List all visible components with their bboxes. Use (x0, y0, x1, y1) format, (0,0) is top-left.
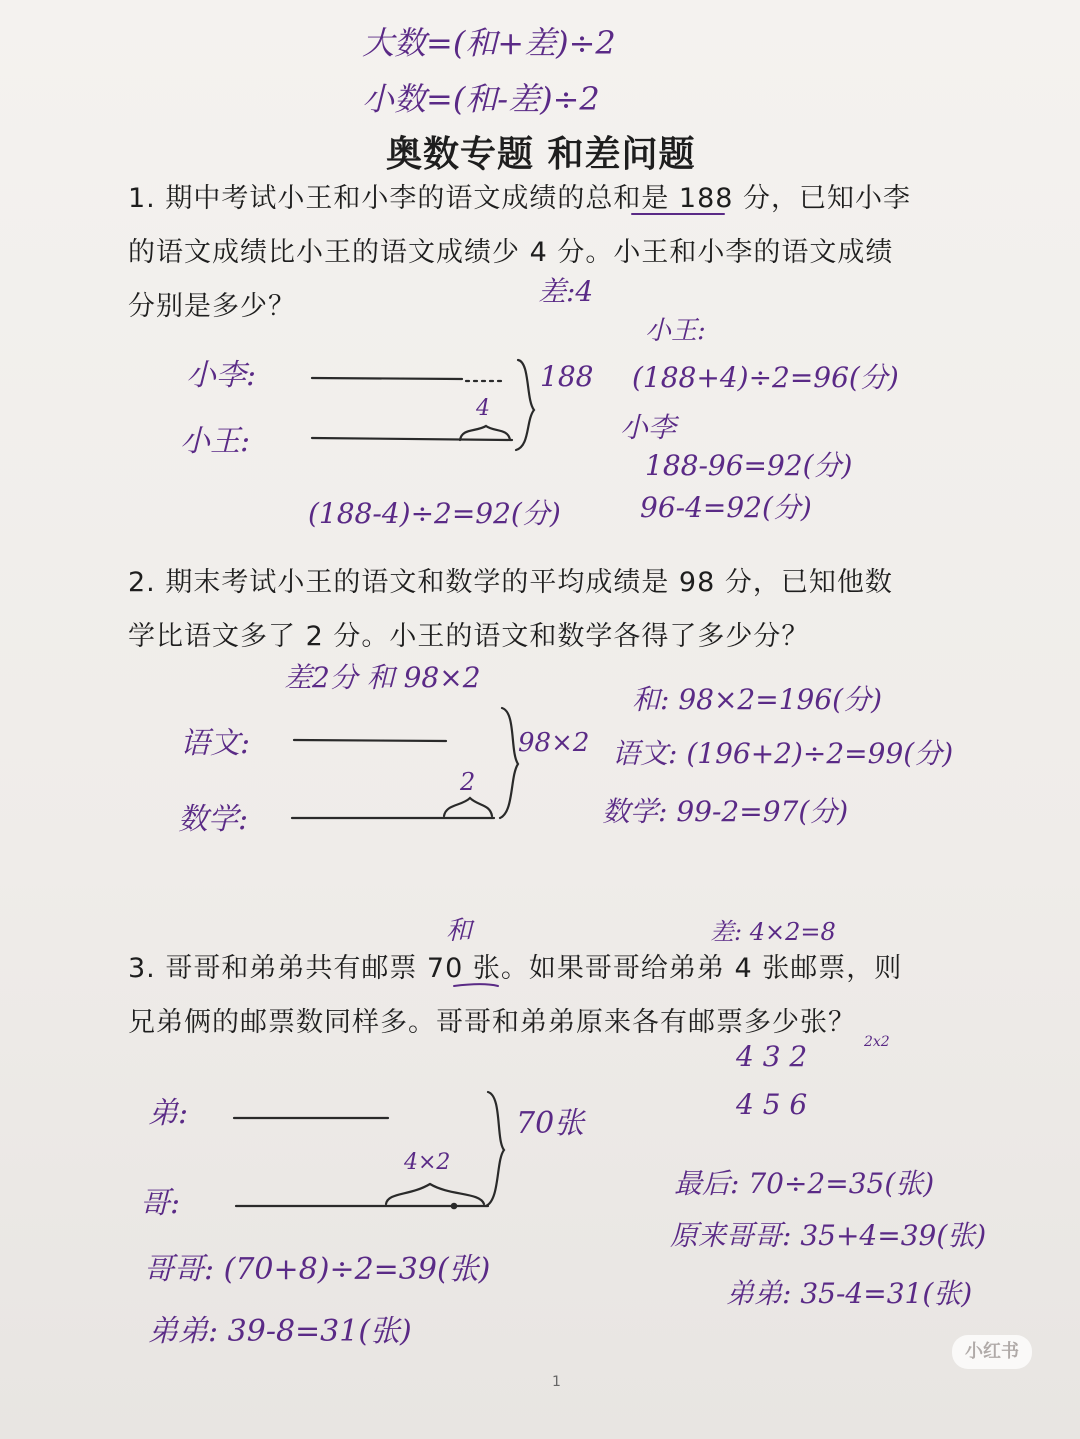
problem-2-line-2: 学比语文多了 2 分。小王的语文和数学各得了多少分？ (128, 621, 810, 652)
problem-3-calc-elder: 哥哥: (70+8)÷2=39(张) (144, 1252, 491, 1287)
problem-2-total-label: 98×2 (518, 728, 590, 758)
problem-1-bar-li (312, 378, 462, 379)
problem-1-gap-brace (460, 426, 510, 440)
problem-2-label-math: 数学: (178, 802, 249, 837)
problem-1-bar-wang (312, 438, 512, 440)
problem-1-alt-calc-2: 96-4=92(分) (640, 491, 812, 524)
page-title: 奥数专题 和差问题 (386, 134, 696, 175)
problem-1-line-3: 分别是多少？ (128, 291, 296, 322)
problem-2-step-1: 和: 98×2=196(分) (632, 683, 882, 716)
xiaohongshu-watermark: 小红书 (952, 1335, 1032, 1369)
problem-1-label-wang: 小王: (180, 424, 251, 459)
problem-1-method-2-head: 小李 (620, 411, 677, 444)
problem-2-bar-chinese (294, 740, 446, 741)
problem-1-method-1-head: 小王: (645, 316, 706, 346)
problem-3-alt-final: 最后: 70÷2=35(张) (674, 1167, 935, 1200)
problem-3-alt-younger: 弟弟: 35-4=31(张) (726, 1277, 973, 1310)
problem-3-line-2: 兄弟俩的邮票数同样多。哥哥和弟弟原来各有邮票多少张？ (128, 1007, 856, 1038)
problem-2-gap-brace (444, 798, 492, 816)
problem-2-step-3: 数学: 99-2=97(分) (602, 795, 849, 828)
problem-1-total-brace (516, 360, 534, 450)
problem-3-diff-note: 差: 4×2=8 (710, 918, 836, 946)
formula-big-number: 大数=(和+差)÷2 (362, 24, 616, 62)
problem-3-underline (454, 984, 498, 986)
problem-2-note: 差2分 和 98×2 (284, 661, 481, 694)
problem-3-alt-elder: 原来哥哥: 35+4=39(张) (670, 1219, 987, 1252)
problem-1-gap-label: 4 (476, 396, 490, 421)
problem-1-alt-calc: (188-4)÷2=92(分) (308, 497, 561, 530)
problem-2-total-brace (500, 708, 518, 818)
problem-1-total-label: 188 (540, 360, 594, 393)
problem-2-gap-label: 2 (460, 768, 476, 796)
problem-3-table-row-2: 4 5 6 (736, 1088, 808, 1121)
problem-1-line-1: 1. 期中考试小王和小李的语文成绩的总和是 188 分，已知小李 (128, 183, 912, 214)
problem-1-difference-note: 差:4 (538, 275, 594, 308)
problem-2-label-chinese: 语文: (180, 726, 251, 761)
problem-3-gap-label: 4×2 (404, 1150, 451, 1175)
problem-3-table-row-1: 4 3 2 (736, 1040, 808, 1073)
problem-2-step-2: 语文: (196+2)÷2=99(分) (612, 737, 954, 770)
problem-3-calc-younger: 弟弟: 39-8=31(张) (148, 1314, 412, 1349)
problem-3-label-younger: 弟: (148, 1096, 189, 1131)
problem-3-bar-dot (452, 1204, 456, 1208)
problem-2-line-1: 2. 期末考试小王的语文和数学的平均成绩是 98 分，已知他数 (128, 567, 893, 598)
problem-1-method-1-calc: (188+4)÷2=96(分) (632, 361, 899, 394)
formula-small-number: 小数=(和-差)÷2 (362, 80, 600, 118)
problem-3-sum-note: 和 (446, 916, 473, 946)
problem-3-total-label: 70张 (516, 1106, 585, 1141)
problem-1-label-li: 小李: (186, 358, 257, 393)
problem-3-line-1: 3. 哥哥和弟弟共有邮票 70 张。如果哥哥给弟弟 4 张邮票，则 (128, 953, 903, 984)
page-number: 1 (552, 1374, 561, 1390)
problem-3-total-brace (486, 1092, 504, 1206)
problem-3-label-elder: 哥: (140, 1186, 181, 1221)
problem-1-method-2-calc: 188-96=92(分) (645, 449, 853, 482)
problem-3-table-note: 2x2 (864, 1034, 890, 1050)
problem-3-gap-brace (386, 1184, 484, 1204)
problem-1-line-2: 的语文成绩比小王的语文成绩少 4 分。小王和小李的语文成绩 (128, 237, 894, 268)
